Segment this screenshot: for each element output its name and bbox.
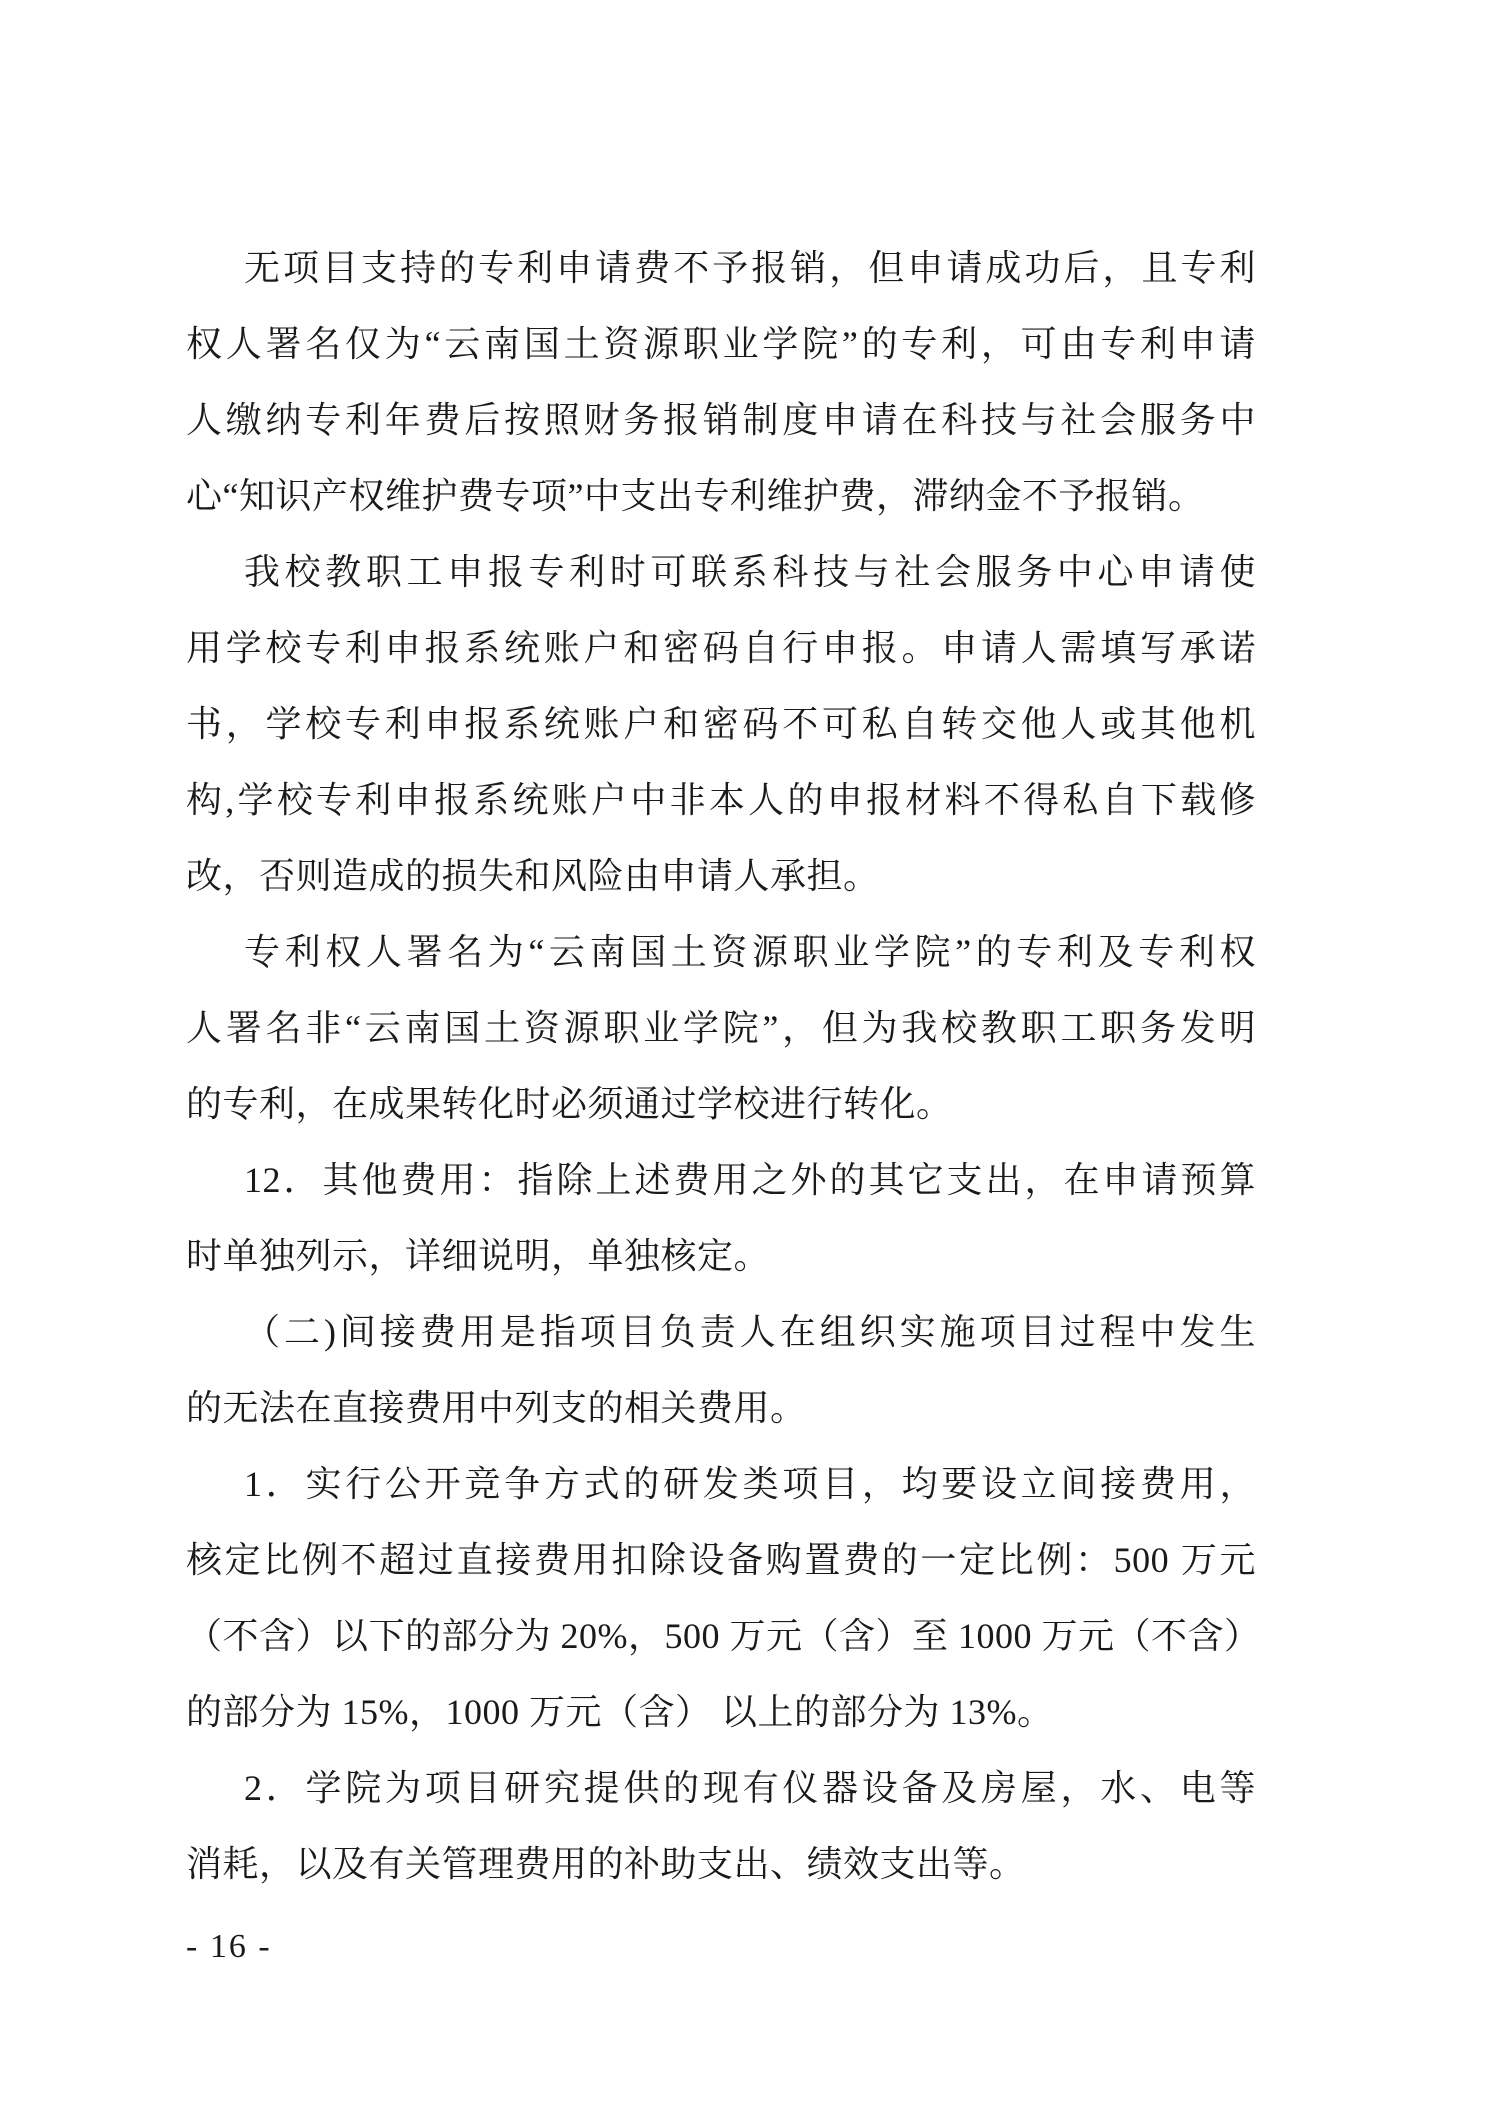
paragraph: [186, 1446, 1261, 1750]
text-line: 的专利，在成果转化时必须通过学校进行转化。: [186, 1084, 953, 1124]
paragraph: [186, 534, 1256, 914]
text-line: （二)间接费用是指项目负责人在组织实施项目过程中发生: [244, 1312, 1256, 1352]
text-line: （不含）以下的部分为 20%，500 万元（含）至 1000 万元（不含）: [186, 1616, 1261, 1656]
paragraph: [186, 1294, 1256, 1446]
paragraph: [186, 914, 1256, 1142]
text-line: 时单独列示，详细说明，单独核定。: [186, 1236, 771, 1276]
paragraph: [186, 1142, 1256, 1294]
text-line: 权人署名仅为“云南国土资源职业学院”的专利，可由专利申请: [186, 324, 1256, 364]
text-line: 人署名非“云南国土资源职业学院”，但为我校教职工职务发明: [186, 1008, 1256, 1048]
page-number: - 16 -: [186, 1928, 272, 1965]
text-line: 我校教职工申报专利时可联系科技与社会服务中心申请使: [244, 552, 1256, 592]
document-body: [186, 230, 1261, 1902]
text-line: 人缴纳专利年费后按照财务报销制度申请在科技与社会服务中: [186, 400, 1256, 440]
text-line: 心“知识产权维护费专项”中支出专利维护费，滞纳金不予报销。: [186, 476, 1205, 516]
text-line: 用学校专利申报系统账户和密码自行申报。申请人需填写承诺: [186, 628, 1256, 668]
text-line: 无项目支持的专利申请费不予报销，但申请成功后，且专利: [244, 248, 1256, 288]
text-line: 书，学校专利申报系统账户和密码不可私自转交他人或其他机: [186, 704, 1256, 744]
paragraph: [186, 230, 1256, 534]
text-line: 构,学校专利申报系统账户中非本人的申报材料不得私自下载修: [186, 780, 1256, 820]
text-line: 的无法在直接费用中列支的相关费用。: [186, 1388, 807, 1428]
text-line: 消耗，以及有关管理费用的补助支出、绩效支出等。: [186, 1844, 1026, 1884]
text-line: 核定比例不超过直接费用扣除设备购置费的一定比例：500 万元: [186, 1540, 1256, 1580]
paragraph: [186, 1750, 1256, 1902]
text-line: 12．其他费用：指除上述费用之外的其它支出，在申请预算: [244, 1160, 1256, 1200]
text-line: 1．实行公开竞争方式的研发类项目，均要设立间接费用，: [244, 1464, 1256, 1504]
text-line: 改，否则造成的损失和风险由申请人承担。: [186, 856, 880, 896]
text-line: 的部分为 15%，1000 万元（含） 以上的部分为 13%。: [186, 1692, 1054, 1732]
text-line: 2．学院为项目研究提供的现有仪器设备及房屋，水、电等: [244, 1768, 1256, 1808]
text-line: 专利权人署名为“云南国土资源职业学院”的专利及专利权: [244, 932, 1256, 972]
